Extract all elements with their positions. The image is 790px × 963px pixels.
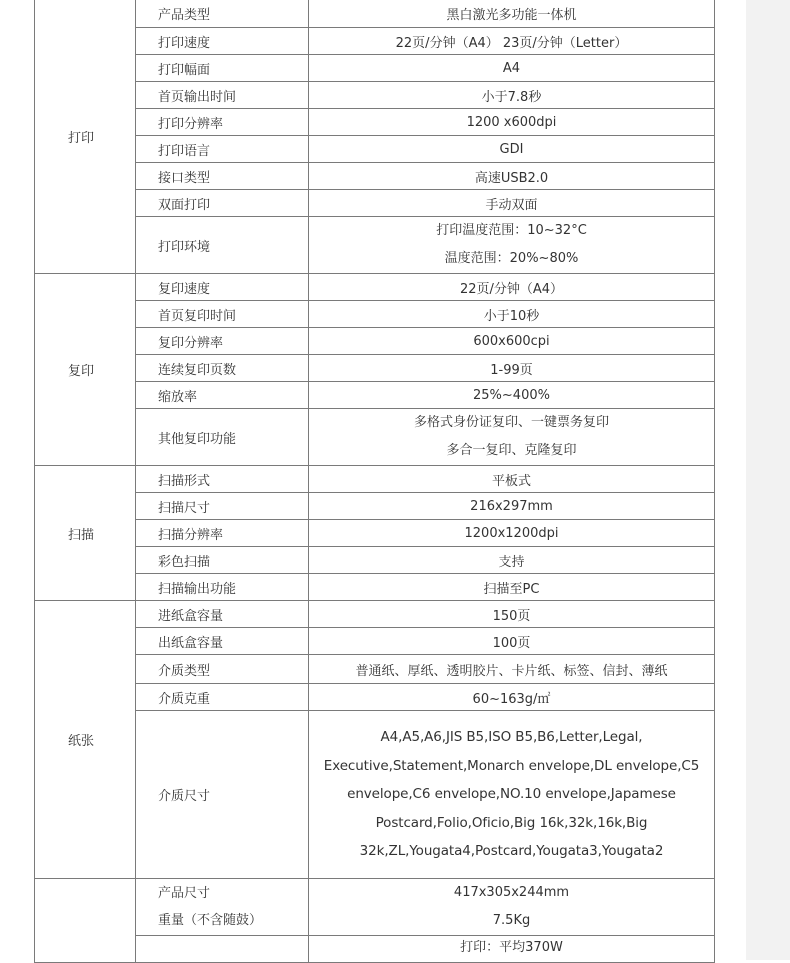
spec-value: 216x297mm bbox=[309, 493, 715, 520]
table-row bbox=[35, 936, 715, 963]
spec-value: A4 bbox=[309, 55, 715, 82]
spec-value-line: Executive,Statement,Monarch envelope,DL envelope,C5 bbox=[323, 757, 700, 774]
table-row bbox=[35, 493, 715, 520]
spec-label: 打印环境 bbox=[136, 217, 309, 274]
spec-label: 扫描尺寸 bbox=[136, 493, 309, 520]
table-row bbox=[35, 0, 715, 28]
spec-value-line: Postcard,Folio,Oficio,Big 16k,32k,16k,Big bbox=[375, 814, 648, 831]
category-copy: 复印 bbox=[35, 274, 136, 466]
spec-label: 打印速度 bbox=[136, 28, 309, 55]
table-row bbox=[35, 382, 715, 409]
table-row bbox=[35, 409, 715, 466]
spec-label: 打印分辨率 bbox=[136, 109, 309, 136]
spec-label: 进纸盒容量 bbox=[136, 601, 309, 628]
spec-value: 1-99页 bbox=[309, 355, 715, 382]
page-right-margin bbox=[746, 0, 790, 960]
spec-value: 25%~400% bbox=[309, 382, 715, 409]
spec-value-line: envelope,C6 envelope,NO.10 envelope,Japamese bbox=[347, 786, 676, 803]
spec-label: 产品类型 bbox=[136, 0, 309, 28]
spec-label: 缩放率 bbox=[136, 382, 309, 409]
spec-value: 平板式 bbox=[309, 466, 715, 493]
spec-label: 介质尺寸 bbox=[136, 711, 309, 879]
spec-value-line: A4,A5,A6,JIS B5,ISO B5,B6,Letter,Legal, bbox=[380, 729, 643, 746]
table-row bbox=[35, 355, 715, 382]
table-row bbox=[35, 217, 715, 274]
spec-label bbox=[136, 936, 309, 963]
spec-table bbox=[34, 0, 715, 963]
table-row bbox=[35, 28, 715, 55]
table-row bbox=[35, 82, 715, 109]
spec-label: 介质类型 bbox=[136, 655, 309, 684]
spec-value-line: 打印温度范围：10~32°C bbox=[436, 223, 587, 238]
spec-value-multiline bbox=[309, 879, 715, 936]
table-row bbox=[35, 628, 715, 655]
spec-value-multiline bbox=[309, 409, 715, 466]
spec-value: 22页/分钟（A4） 23页/分钟（Letter） bbox=[309, 28, 715, 55]
spec-label: 接口类型 bbox=[136, 163, 309, 190]
category-scan: 扫描 bbox=[35, 466, 136, 601]
table-row bbox=[35, 574, 715, 601]
spec-label: 扫描输出功能 bbox=[136, 574, 309, 601]
spec-label: 首页输出时间 bbox=[136, 82, 309, 109]
spec-value: 1200x1200dpi bbox=[309, 520, 715, 547]
table-row bbox=[35, 274, 715, 301]
spec-value: 普通纸、厚纸、透明胶片、卡片纸、标签、信封、薄纸 bbox=[309, 655, 715, 684]
spec-value: 手动双面 bbox=[309, 190, 715, 217]
spec-value: 60~163g/㎡ bbox=[309, 684, 715, 711]
table-row bbox=[35, 547, 715, 574]
table-row bbox=[35, 190, 715, 217]
category-print: 打印 bbox=[35, 0, 136, 274]
category-other bbox=[35, 879, 136, 963]
table-row bbox=[35, 136, 715, 163]
table-row bbox=[35, 163, 715, 190]
spec-value: GDI bbox=[309, 136, 715, 163]
table-row bbox=[35, 520, 715, 547]
spec-value: 600x600cpi bbox=[309, 328, 715, 355]
spec-value-line: 多合一复印、克隆复印 bbox=[446, 443, 577, 458]
spec-label: 复印分辨率 bbox=[136, 328, 309, 355]
spec-label: 扫描分辨率 bbox=[136, 520, 309, 547]
spec-label: 扫描形式 bbox=[136, 466, 309, 493]
table-row bbox=[35, 655, 715, 684]
table-row bbox=[35, 684, 715, 711]
spec-value: 小于10秒 bbox=[309, 301, 715, 328]
spec-value-multiline bbox=[309, 217, 715, 274]
spec-value-multiline bbox=[309, 711, 715, 879]
table-row bbox=[35, 109, 715, 136]
table-row bbox=[35, 466, 715, 493]
spec-value-line: 多格式身份证复印、一键票务复印 bbox=[413, 415, 609, 430]
spec-label-multiline bbox=[136, 879, 309, 936]
spec-value-line: 温度范围：20%~80% bbox=[444, 251, 579, 266]
spec-label: 出纸盒容量 bbox=[136, 628, 309, 655]
spec-label: 复印速度 bbox=[136, 274, 309, 301]
table-row bbox=[35, 879, 715, 936]
spec-value: 扫描至PC bbox=[309, 574, 715, 601]
table-row bbox=[35, 711, 715, 879]
spec-value-line: 417x305x244mm bbox=[453, 885, 570, 900]
spec-value: 高速USB2.0 bbox=[309, 163, 715, 190]
spec-label: 产品尺寸 bbox=[158, 886, 211, 901]
spec-value: 小于7.8秒 bbox=[309, 82, 715, 109]
spec-value: 100页 bbox=[309, 628, 715, 655]
spec-label: 打印语言 bbox=[136, 136, 309, 163]
table-row bbox=[35, 601, 715, 628]
spec-value: 150页 bbox=[309, 601, 715, 628]
table-row bbox=[35, 328, 715, 355]
spec-label: 打印幅面 bbox=[136, 55, 309, 82]
table-row bbox=[35, 55, 715, 82]
spec-value: 黑白激光多功能一体机 bbox=[309, 0, 715, 28]
spec-value: 22页/分钟（A4） bbox=[309, 274, 715, 301]
spec-label: 重量（不含随鼓） bbox=[158, 913, 263, 928]
category-paper: 纸张 bbox=[35, 601, 136, 879]
spec-label: 其他复印功能 bbox=[136, 409, 309, 466]
spec-label: 介质克重 bbox=[136, 684, 309, 711]
spec-value: 1200 x600dpi bbox=[309, 109, 715, 136]
spec-label: 彩色扫描 bbox=[136, 547, 309, 574]
spec-value-line: 32k,ZL,Yougata4,Postcard,Yougata3,Yougata2 bbox=[359, 843, 664, 860]
spec-value-line: 7.5Kg bbox=[492, 913, 531, 928]
spec-value: 打印：平均370W bbox=[309, 936, 715, 963]
table-row bbox=[35, 301, 715, 328]
spec-label: 连续复印页数 bbox=[136, 355, 309, 382]
spec-label: 首页复印时间 bbox=[136, 301, 309, 328]
spec-value: 支持 bbox=[309, 547, 715, 574]
spec-label: 双面打印 bbox=[136, 190, 309, 217]
